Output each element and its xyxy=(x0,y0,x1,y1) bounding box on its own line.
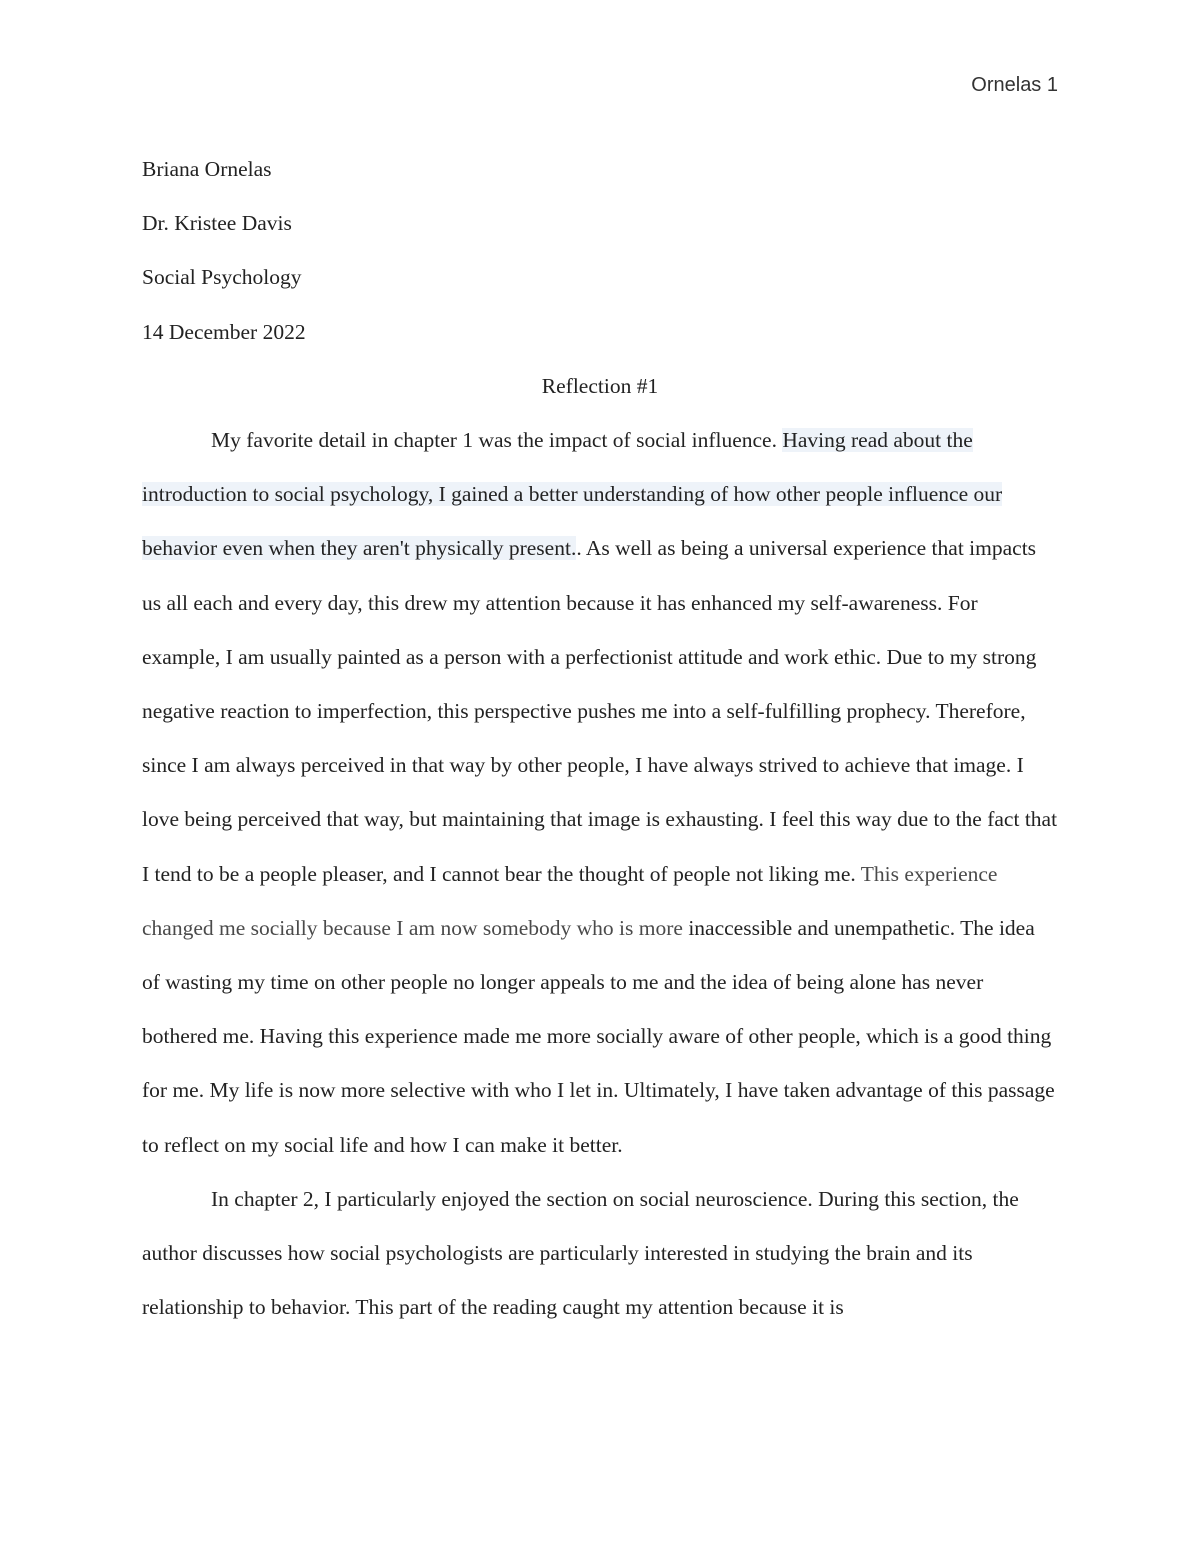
paragraph-1 xyxy=(142,413,1058,1172)
course-name: Social Psychology xyxy=(142,265,302,290)
paragraph-2 xyxy=(142,1172,1058,1335)
paragraph-segment: My favorite detail in chapter 1 was the impact of social influence. xyxy=(211,428,783,453)
gray-text: This experience changed me socially because I am now somebody who is more xyxy=(142,861,998,940)
date: 14 December 2022 xyxy=(142,319,306,344)
paragraph-segment: In chapter 2, I particularly enjoyed the section on social neuroscience. During this section, the author discusses how social psychologists are particularly interested in studying the brain and its relationship to behavior. This part of the reading caught my attention because it is xyxy=(142,1186,1019,1320)
student-name: Briana Ornelas xyxy=(142,157,272,181)
document-title: Reflection #1 xyxy=(541,373,659,398)
instructor-name: Dr. Kristee Davis xyxy=(142,211,292,236)
document-body xyxy=(142,142,1058,1334)
paragraph-segment: . As well as being a universal experience that impacts us all each and every day, this drew my attention because it has enhanced my self-awareness. For example, I am usually painted as a person with a perfectionist attitude and work ethic. Due to my strong negative reaction to imperfection, this perspective pushes me into a self-fulfilling prophecy. Therefore, since I am always perceived in that way by other people, I have always strived to achieve that image. I love being perceived that way, but maintaining that image is exhausting. I feel this way due to the fact that I tend to be a people pleaser, and I cannot bear the thought of people not liking me. xyxy=(142,536,1058,886)
highlighted-text: Having read about the introduction to social psychology, I gained a better understanding of how other people influence our behavior even when they aren't physically present. xyxy=(142,428,1003,561)
running-head: Ornelas 1 xyxy=(971,74,1058,96)
paragraph-segment: inaccessible and unempathetic. The idea of wasting my time on other people no longer appeals to me and the idea of being alone has never bothered me. Having this experience made me more socially aware of other people, which is a good thing for me. My life is now more selective with who I let in. Ultimately, I have taken advantage of this passage to reflect on my social life and how I can make it better. xyxy=(142,915,1055,1157)
